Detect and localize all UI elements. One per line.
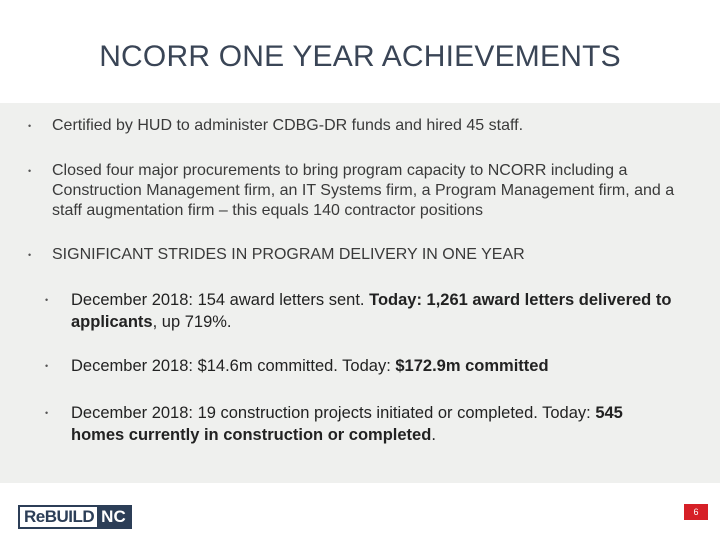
text-regular: . <box>431 426 436 444</box>
slide-title: NCORR ONE YEAR ACHIEVEMENTS <box>99 40 621 73</box>
bullet-dot-icon: • <box>45 361 49 371</box>
text-regular: December 2018: 154 award letters sent. <box>71 291 370 309</box>
sub-bullet-text <box>71 289 675 333</box>
bullet-item <box>28 161 688 221</box>
bullet-item <box>28 245 688 265</box>
text-bold: 545 homes currently in construction or completed <box>71 404 623 444</box>
sub-bullet-item <box>45 355 675 377</box>
page-number-badge: 6 <box>684 504 708 520</box>
sub-bullet-item <box>45 402 675 446</box>
bullet-item <box>28 116 688 136</box>
logo-text-rebuild: ReBUILD <box>20 507 97 527</box>
sub-bullet-text <box>71 402 675 446</box>
text-regular: December 2018: $14.6m committed. Today: <box>71 357 396 375</box>
bullet-dot-icon: • <box>45 408 49 418</box>
sub-bullet-text <box>71 355 675 377</box>
text-bold: $172.9m committed <box>395 357 549 375</box>
bullet-text: Closed four major procurements to bring program capacity to NCORR including a Construction Management firm, an IT Systems firm, a Program Management firm, and a staff augmentation firm – this equals 140 contractor positions <box>52 162 675 219</box>
logo-text-nc: NC <box>97 507 130 527</box>
bullet-dot-icon: • <box>28 121 32 131</box>
bullet-text: SIGNIFICANT STRIDES IN PROGRAM DELIVERY IN ONE YEAR <box>52 246 525 263</box>
bullet-dot-icon: • <box>28 166 32 176</box>
text-regular: , up 719%. <box>152 313 232 331</box>
bullet-dot-icon: • <box>45 295 49 305</box>
bullet-dot-icon: • <box>28 250 32 260</box>
text-bold: Today: 1,261 award letters delivered to applicants <box>71 291 672 331</box>
sub-bullet-item <box>45 289 675 333</box>
rebuild-nc-logo <box>18 505 132 529</box>
bullet-text: Certified by HUD to administer CDBG-DR funds and hired 45 staff. <box>52 117 524 134</box>
text-regular: December 2018: 19 construction projects initiated or completed. Today: <box>71 404 596 422</box>
